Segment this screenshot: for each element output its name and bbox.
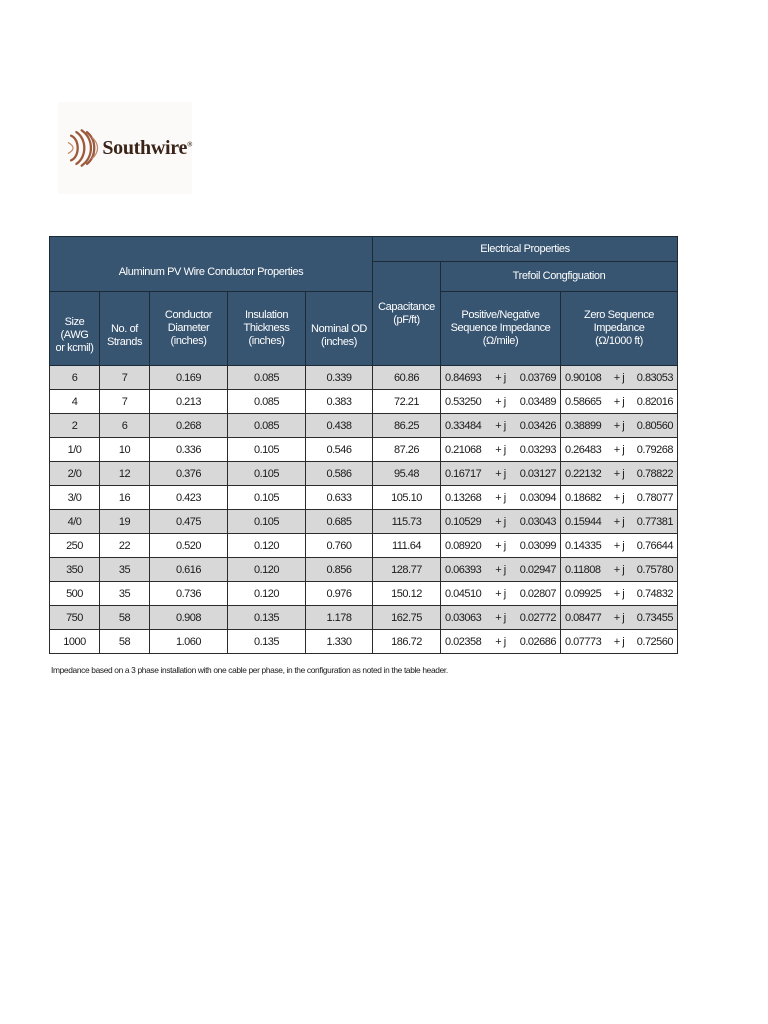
cell-od: 0.546 bbox=[306, 438, 373, 462]
conductor-properties-table bbox=[49, 236, 678, 654]
table-row bbox=[50, 366, 678, 390]
cell-strands: 7 bbox=[100, 366, 150, 390]
impedance-real: 0.10529 bbox=[445, 515, 482, 528]
cell-capacitance: 111.64 bbox=[373, 534, 441, 558]
impedance-imaginary: 0.83053 bbox=[636, 371, 674, 384]
cell-size: 1000 bbox=[50, 630, 100, 654]
table-body bbox=[50, 366, 678, 654]
cell-capacitance: 186.72 bbox=[373, 630, 441, 654]
cell-insulation: 0.120 bbox=[228, 582, 306, 606]
cell-strands: 35 bbox=[100, 558, 150, 582]
impedance-j-operator: + j bbox=[495, 587, 506, 600]
impedance-real: 0.08477 bbox=[565, 611, 602, 624]
impedance-j-operator: + j bbox=[495, 635, 506, 648]
cell-strands: 16 bbox=[100, 486, 150, 510]
impedance-real: 0.21068 bbox=[445, 443, 482, 456]
cell-insulation: 0.120 bbox=[228, 534, 306, 558]
cell-posneg-impedance bbox=[441, 462, 561, 486]
table-row bbox=[50, 414, 678, 438]
impedance-j-operator: + j bbox=[613, 611, 625, 624]
cell-diameter: 0.908 bbox=[150, 606, 228, 630]
cell-insulation: 0.105 bbox=[228, 462, 306, 486]
trefoil-subgroup-header: Trefoil Congfiguation bbox=[441, 262, 678, 292]
cell-strands: 6 bbox=[100, 414, 150, 438]
header-diameter: Conductor Diameter (inches) bbox=[150, 292, 228, 366]
impedance-real: 0.58665 bbox=[565, 395, 602, 408]
cell-posneg-impedance bbox=[441, 438, 561, 462]
impedance-imaginary: 0.03769 bbox=[519, 371, 556, 384]
impedance-j-operator: + j bbox=[613, 515, 625, 528]
cell-capacitance: 115.73 bbox=[373, 510, 441, 534]
impedance-imaginary: 0.82016 bbox=[636, 395, 674, 408]
impedance-j-operator: + j bbox=[613, 635, 625, 648]
impedance-j-operator: + j bbox=[613, 419, 625, 432]
cell-zero-impedance bbox=[561, 414, 678, 438]
header-posneg-impedance: Positive/Negative Sequence Impedance (Ω/mile) bbox=[441, 292, 561, 366]
cell-posneg-impedance bbox=[441, 534, 561, 558]
header-capacitance: Capacitance (pF/ft) bbox=[373, 262, 441, 366]
cell-od: 0.438 bbox=[306, 414, 373, 438]
logo-wordmark: Southwire® bbox=[102, 136, 192, 159]
impedance-imaginary: 0.79268 bbox=[636, 443, 674, 456]
impedance-j-operator: + j bbox=[495, 611, 506, 624]
cell-od: 0.586 bbox=[306, 462, 373, 486]
impedance-imaginary: 0.78822 bbox=[636, 467, 674, 480]
impedance-j-operator: + j bbox=[495, 419, 506, 432]
table-row bbox=[50, 606, 678, 630]
impedance-j-operator: + j bbox=[613, 563, 625, 576]
impedance-real: 0.04510 bbox=[445, 587, 482, 600]
impedance-real: 0.38899 bbox=[565, 419, 602, 432]
cell-insulation: 0.135 bbox=[228, 630, 306, 654]
impedance-real: 0.15944 bbox=[565, 515, 602, 528]
impedance-j-operator: + j bbox=[613, 371, 625, 384]
cell-size: 2 bbox=[50, 414, 100, 438]
cell-size: 4/0 bbox=[50, 510, 100, 534]
cell-od: 0.685 bbox=[306, 510, 373, 534]
impedance-imaginary: 0.77381 bbox=[636, 515, 674, 528]
cell-zero-impedance bbox=[561, 606, 678, 630]
cell-insulation: 0.105 bbox=[228, 486, 306, 510]
cell-diameter: 0.336 bbox=[150, 438, 228, 462]
impedance-imaginary: 0.72560 bbox=[636, 635, 674, 648]
impedance-real: 0.84693 bbox=[445, 371, 482, 384]
impedance-imaginary: 0.03043 bbox=[519, 515, 556, 528]
impedance-j-operator: + j bbox=[495, 371, 506, 384]
cell-zero-impedance bbox=[561, 366, 678, 390]
impedance-j-operator: + j bbox=[495, 539, 506, 552]
cell-od: 1.178 bbox=[306, 606, 373, 630]
southwire-logo bbox=[58, 102, 192, 194]
cell-strands: 7 bbox=[100, 390, 150, 414]
cell-insulation: 0.085 bbox=[228, 366, 306, 390]
impedance-imaginary: 0.03489 bbox=[519, 395, 556, 408]
impedance-imaginary: 0.80560 bbox=[636, 419, 674, 432]
cell-diameter: 1.060 bbox=[150, 630, 228, 654]
cell-zero-impedance bbox=[561, 510, 678, 534]
electrical-properties-group-header: Electrical Properties bbox=[373, 237, 678, 262]
cell-insulation: 0.105 bbox=[228, 510, 306, 534]
cell-posneg-impedance bbox=[441, 390, 561, 414]
cell-od: 0.383 bbox=[306, 390, 373, 414]
impedance-imaginary: 0.02772 bbox=[519, 611, 556, 624]
cell-zero-impedance bbox=[561, 630, 678, 654]
impedance-real: 0.09925 bbox=[565, 587, 602, 600]
cell-od: 1.330 bbox=[306, 630, 373, 654]
cell-od: 0.760 bbox=[306, 534, 373, 558]
table-row bbox=[50, 558, 678, 582]
table-row bbox=[50, 630, 678, 654]
impedance-real: 0.14335 bbox=[565, 539, 602, 552]
impedance-imaginary: 0.02686 bbox=[519, 635, 556, 648]
cell-size: 500 bbox=[50, 582, 100, 606]
cell-diameter: 0.736 bbox=[150, 582, 228, 606]
cell-strands: 22 bbox=[100, 534, 150, 558]
cell-strands: 35 bbox=[100, 582, 150, 606]
cell-diameter: 0.475 bbox=[150, 510, 228, 534]
cell-capacitance: 105.10 bbox=[373, 486, 441, 510]
cell-capacitance: 128.77 bbox=[373, 558, 441, 582]
cell-size: 1/0 bbox=[50, 438, 100, 462]
impedance-j-operator: + j bbox=[613, 395, 625, 408]
impedance-imaginary: 0.03426 bbox=[519, 419, 556, 432]
cell-strands: 58 bbox=[100, 630, 150, 654]
cell-insulation: 0.135 bbox=[228, 606, 306, 630]
cell-capacitance: 60.86 bbox=[373, 366, 441, 390]
cell-strands: 19 bbox=[100, 510, 150, 534]
cell-posneg-impedance bbox=[441, 366, 561, 390]
impedance-j-operator: + j bbox=[613, 443, 625, 456]
cell-size: 250 bbox=[50, 534, 100, 558]
impedance-real: 0.11808 bbox=[565, 563, 601, 576]
impedance-footnote: Impedance based on a 3 phase installation with one cable per phase, in the configuration as noted in the table header. bbox=[51, 665, 448, 675]
cell-diameter: 0.213 bbox=[150, 390, 228, 414]
impedance-j-operator: + j bbox=[495, 563, 506, 576]
impedance-real: 0.16717 bbox=[445, 467, 482, 480]
impedance-imaginary: 0.75780 bbox=[636, 563, 674, 576]
header-zero-sequence-impedance: Zero Sequence Impedance (Ω/1000 ft) bbox=[561, 292, 678, 366]
impedance-imaginary: 0.73455 bbox=[636, 611, 674, 624]
cell-size: 3/0 bbox=[50, 486, 100, 510]
impedance-imaginary: 0.78077 bbox=[636, 491, 674, 504]
cell-posneg-impedance bbox=[441, 582, 561, 606]
cell-size: 750 bbox=[50, 606, 100, 630]
cell-insulation: 0.085 bbox=[228, 414, 306, 438]
cell-size: 4 bbox=[50, 390, 100, 414]
cell-diameter: 0.169 bbox=[150, 366, 228, 390]
impedance-real: 0.26483 bbox=[565, 443, 602, 456]
cell-od: 0.339 bbox=[306, 366, 373, 390]
table-row bbox=[50, 582, 678, 606]
cell-diameter: 0.376 bbox=[150, 462, 228, 486]
table-row bbox=[50, 462, 678, 486]
cell-od: 0.633 bbox=[306, 486, 373, 510]
cell-capacitance: 87.26 bbox=[373, 438, 441, 462]
cell-zero-impedance bbox=[561, 534, 678, 558]
impedance-real: 0.22132 bbox=[565, 467, 602, 480]
cell-zero-impedance bbox=[561, 582, 678, 606]
cell-posneg-impedance bbox=[441, 630, 561, 654]
table-row bbox=[50, 534, 678, 558]
cell-size: 350 bbox=[50, 558, 100, 582]
impedance-j-operator: + j bbox=[495, 395, 506, 408]
impedance-real: 0.03063 bbox=[445, 611, 482, 624]
cell-strands: 58 bbox=[100, 606, 150, 630]
impedance-real: 0.90108 bbox=[565, 371, 602, 384]
impedance-j-operator: + j bbox=[613, 467, 625, 480]
impedance-j-operator: + j bbox=[495, 515, 506, 528]
cell-posneg-impedance bbox=[441, 414, 561, 438]
cell-posneg-impedance bbox=[441, 606, 561, 630]
cell-zero-impedance bbox=[561, 558, 678, 582]
cell-diameter: 0.423 bbox=[150, 486, 228, 510]
cell-strands: 10 bbox=[100, 438, 150, 462]
impedance-real: 0.33484 bbox=[445, 419, 482, 432]
impedance-imaginary: 0.03127 bbox=[519, 467, 556, 480]
impedance-imaginary: 0.76644 bbox=[636, 539, 674, 552]
header-insulation: Insulation Thickness (inches) bbox=[228, 292, 306, 366]
cell-posneg-impedance bbox=[441, 510, 561, 534]
cell-posneg-impedance bbox=[441, 486, 561, 510]
header-nominal-od: Nominal OD (inches) bbox=[306, 292, 373, 366]
cell-capacitance: 162.75 bbox=[373, 606, 441, 630]
cell-insulation: 0.120 bbox=[228, 558, 306, 582]
impedance-j-operator: + j bbox=[613, 491, 625, 504]
cell-capacitance: 86.25 bbox=[373, 414, 441, 438]
cell-zero-impedance bbox=[561, 462, 678, 486]
cell-zero-impedance bbox=[561, 390, 678, 414]
impedance-j-operator: + j bbox=[495, 443, 506, 456]
table-row bbox=[50, 390, 678, 414]
table-row bbox=[50, 486, 678, 510]
impedance-imaginary: 0.02947 bbox=[519, 563, 556, 576]
southwire-swirl-icon bbox=[64, 126, 99, 170]
impedance-imaginary: 0.03099 bbox=[519, 539, 556, 552]
impedance-real: 0.06393 bbox=[445, 563, 482, 576]
impedance-real: 0.08920 bbox=[445, 539, 482, 552]
cell-diameter: 0.616 bbox=[150, 558, 228, 582]
impedance-real: 0.13268 bbox=[445, 491, 482, 504]
conductor-properties-group-header: Aluminum PV Wire Conductor Properties bbox=[50, 237, 373, 292]
cell-capacitance: 150.12 bbox=[373, 582, 441, 606]
impedance-imaginary: 0.02807 bbox=[519, 587, 556, 600]
cell-zero-impedance bbox=[561, 486, 678, 510]
cell-zero-impedance bbox=[561, 438, 678, 462]
impedance-j-operator: + j bbox=[613, 587, 625, 600]
impedance-real: 0.53250 bbox=[445, 395, 482, 408]
table-row bbox=[50, 438, 678, 462]
cell-capacitance: 72.21 bbox=[373, 390, 441, 414]
cell-insulation: 0.105 bbox=[228, 438, 306, 462]
cell-strands: 12 bbox=[100, 462, 150, 486]
header-size: Size (AWG or kcmil) bbox=[50, 292, 100, 366]
impedance-real: 0.18682 bbox=[565, 491, 602, 504]
impedance-real: 0.02358 bbox=[445, 635, 482, 648]
cell-od: 0.856 bbox=[306, 558, 373, 582]
cell-posneg-impedance bbox=[441, 558, 561, 582]
impedance-real: 0.07773 bbox=[565, 635, 602, 648]
cell-size: 2/0 bbox=[50, 462, 100, 486]
cell-size: 6 bbox=[50, 366, 100, 390]
table-row bbox=[50, 510, 678, 534]
impedance-imaginary: 0.74832 bbox=[636, 587, 674, 600]
cell-capacitance: 95.48 bbox=[373, 462, 441, 486]
cell-diameter: 0.520 bbox=[150, 534, 228, 558]
cell-od: 0.976 bbox=[306, 582, 373, 606]
impedance-j-operator: + j bbox=[495, 491, 506, 504]
cell-insulation: 0.085 bbox=[228, 390, 306, 414]
impedance-j-operator: + j bbox=[613, 539, 625, 552]
impedance-imaginary: 0.03094 bbox=[519, 491, 556, 504]
impedance-j-operator: + j bbox=[495, 467, 506, 480]
impedance-imaginary: 0.03293 bbox=[519, 443, 556, 456]
header-strands: No. of Strands bbox=[100, 292, 150, 366]
cell-diameter: 0.268 bbox=[150, 414, 228, 438]
